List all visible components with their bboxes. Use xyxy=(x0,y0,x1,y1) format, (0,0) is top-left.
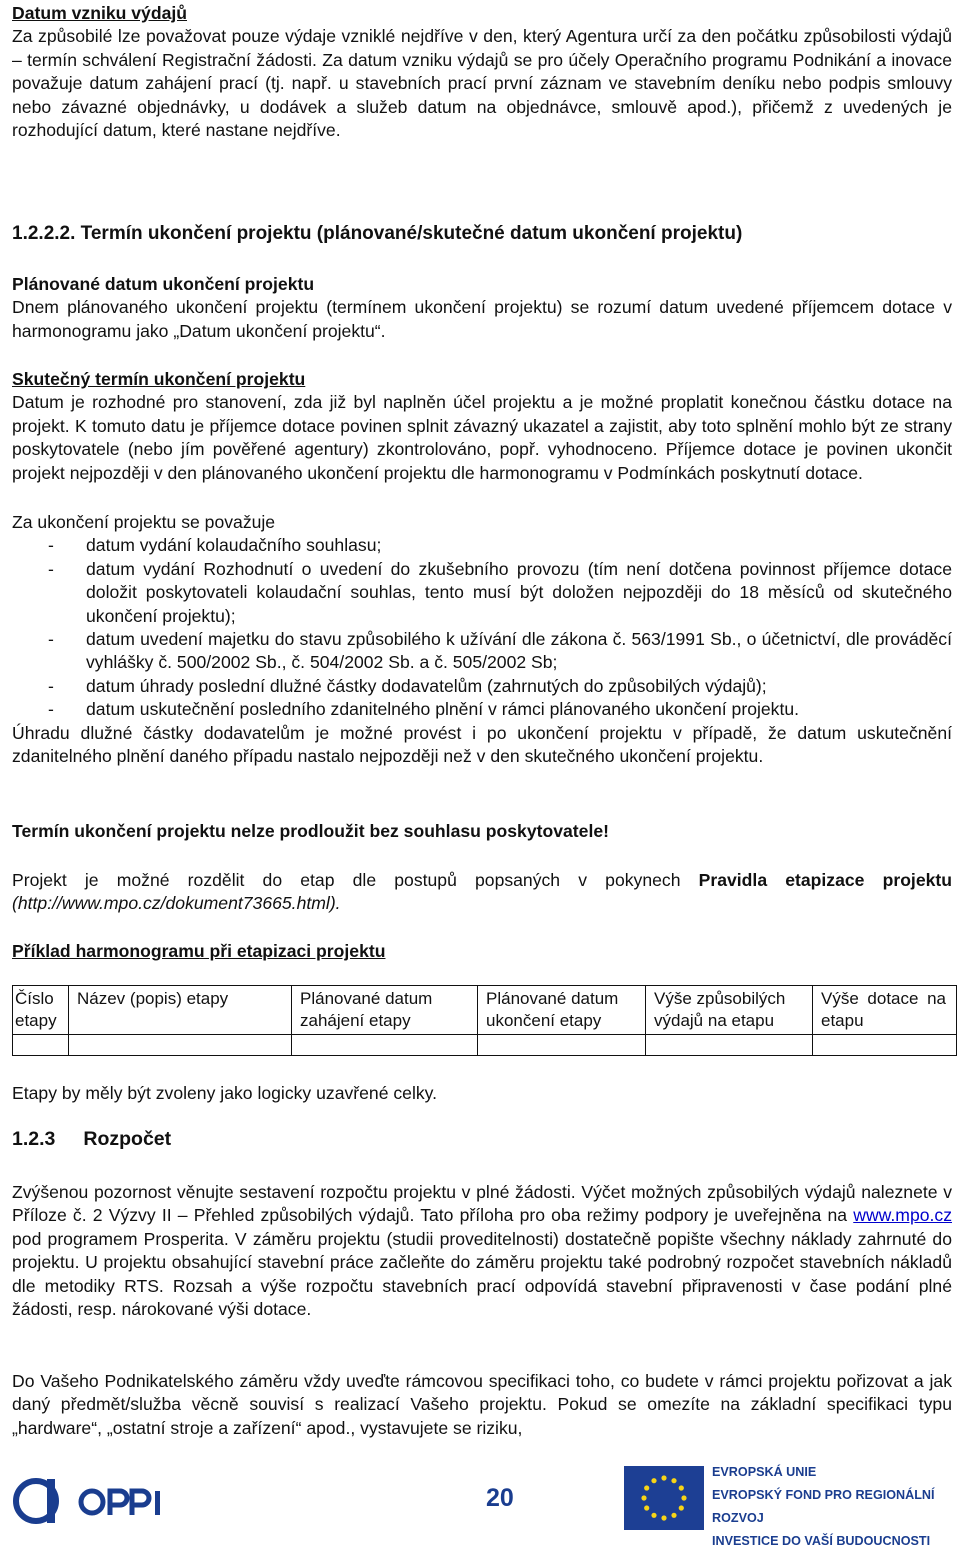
table-header-row xyxy=(13,986,957,1035)
table-header-cell: Plánované datum ukončení etapy xyxy=(478,986,646,1035)
table-cell xyxy=(292,1035,478,1056)
paragraph-skutecny-termin: Datum je rozhodné pro stanovení, zda již byl naplněn účel projektu a je možné proplatit konečnou částku dotace na projekt. K tomuto datu je příjemce dotace povinen splnit závazný ukazatel a zajistit, aby toto splnění mohlo být ze strany poskytovatele (nebo jím pověřené agentury) zkontrolováno, popř. vyhodnoceno. Příjemce dotace je povinen ukončit projekt nejpozději v den plánovaného ukončení projektu dle harmonogramu v Podmínkách poskytnutí dotace. xyxy=(12,392,952,483)
notice-no-extension: Termín ukončení projektu nelze prodloužit bez souhlasu poskytovatele! xyxy=(12,821,609,841)
page-number: 20 xyxy=(486,1484,514,1512)
section-heading-termin-ukonceni xyxy=(12,222,952,245)
table-header-cell: Plánované datum zahájení etapy xyxy=(292,986,478,1035)
section-title: Rozpočet xyxy=(83,1128,172,1150)
heading-planovane-datum: Plánované datum ukončení projektu xyxy=(12,274,315,294)
oppi-logo xyxy=(12,1473,172,1529)
section-heading-rozpocet xyxy=(12,1128,171,1151)
section-datum-vzniku xyxy=(12,2,952,142)
page-footer xyxy=(0,1455,960,1548)
heading-datum-vzniku: Datum vzniku výdajů xyxy=(12,3,188,23)
list-item: - datum vydání Rozhodnutí o uvedení do zkušebního provozu (tím není dotčena povinnost příjemce dotace doložit poskytovateli kolaudační souhlas, tento musí být doložen nejpozději do 18 měsíců od skutečného ukončení projektu); xyxy=(48,558,952,626)
list-item: - datum úhrady poslední dlužné částky dodavatelům (zahrnutých do způsobilých výdajů); xyxy=(48,675,767,696)
table-cell xyxy=(69,1035,292,1056)
paragraph-etapy-uzavrene: Etapy by měly být zvoleny jako logicky uzavřené celky. xyxy=(12,1083,438,1103)
section-skutecny-termin xyxy=(12,368,952,485)
mpo-link[interactable]: www.mpo.cz xyxy=(853,1205,952,1226)
section-number: 1.2.3 xyxy=(12,1128,56,1150)
eu-flag-icon xyxy=(624,1466,704,1530)
paragraph-planovane-datum: Dnem plánovaného ukončení projektu (termínem ukončení projektu) se rozumí datum uvedené příjemcem dotace v harmonogramu jako „Datum ukončení projektu“. xyxy=(12,297,952,341)
table-header-cell: Číslo etapy xyxy=(13,986,69,1035)
section-title: Termín ukončení projektu (plánované/skutečné datum ukončení projektu) xyxy=(80,223,743,244)
table-header-cell: Výše způsobilých výdajů na etapu xyxy=(646,986,813,1035)
table-cell xyxy=(13,1035,69,1056)
heading-priklad-harmonogramu: Příklad harmonogramu při etapizaci projektu xyxy=(12,941,386,961)
section-number: 1.2.2.2. xyxy=(12,223,76,244)
table-row xyxy=(13,1035,957,1056)
section-za-ukonceni xyxy=(12,511,952,768)
list-item: - datum uvedení majetku do stavu způsobilého k užívání dle zákona č. 563/1991 Sb., o účetnictví, dle prováděcí vyhlášky č. 500/2002 Sb., č. 504/2002 Sb. a č. 505/2002 Sb; xyxy=(48,629,952,673)
end-criteria-list xyxy=(12,534,952,721)
list-intro: Za ukončení projektu se považuje xyxy=(12,512,276,532)
heading-skutecny-termin: Skutečný termín ukončení projektu xyxy=(12,369,306,389)
eu-fund-label: EVROPSKÁ UNIE EVROPSKÝ FOND PRO REGIONÁLNÍ ROZVOJ INVESTICE DO VAŠÍ BUDOUCNOSTI xyxy=(712,1465,935,1548)
list-item: - datum vydání kolaudačního souhlasu; xyxy=(48,535,382,556)
table-cell xyxy=(813,1035,957,1056)
paragraph-podnikatelsky-zamer: Do Vašeho Podnikatelského záměru vždy uveďte rámcovou specifikaci toho, co budete v rámci projektu pořizovat a jak daný předmět/služba věcně souvisí s realizací Vašeho projektu. Pokud se omezíte na základní specifikaci typu „hardware“, „ostatní stroje a zařízení“ apod., vystavujete se riziku, xyxy=(12,1371,952,1438)
list-item: - datum uskutečnění posledního zdanitelného plnění v rámci plánovaného ukončení projektu. xyxy=(48,699,800,720)
section-planovane-datum xyxy=(12,273,952,343)
table-cell xyxy=(646,1035,813,1056)
paragraph-uhrada: Úhradu dlužné částky dodavatelům je možné provést i po ukončení projektu v případě, že datum uskutečnění zdanitelného plnění daného případu nastalo nejpozději než v den skutečného ukončení projektu. xyxy=(12,722,952,767)
table-header-cell: Název (popis) etapy xyxy=(69,986,292,1035)
paragraph-rozpocet: Zvýšenou pozornost věnujte sestavení rozpočtu projektu v plné žádosti. Výčet možných způsobilých výdajů naleznete v Příloze č. 2 Výzvy II – Přehled způsobilých výdajů. Tato příloha pro oba režimy podpory je uveřejněna na www.mpo.cz pod programem Prosperita. V záměru projektu (studii proveditelnosti) dostatečně popište všechny náklady zahrnuté do projektu. U projektu obsahující stavební práce začleňte do záměru projektu také podrobný rozpočet stavebních nákladů dle metodiky RTS. Rozsah a výše rozpočtu stavebních prací odpovídá stavební připravenosti v čase podání plné žádosti, resp. nárokované výši dotace. xyxy=(12,1182,952,1320)
paragraph-etapy: Projekt je možné rozdělit do etap dle postupů popsaných v pokynech Pravidla etapizace projektu (http://www.mpo.cz/dokument73665.html). xyxy=(12,870,953,914)
rule-link-label: Pravidla etapizace projektu xyxy=(698,870,953,890)
table-header-cell: Výše dotace na etapu xyxy=(813,986,957,1035)
table-cell xyxy=(478,1035,646,1056)
rule-url: (http://www.mpo.cz/dokument73665.html). xyxy=(12,893,341,914)
paragraph-datum-vzniku: Za způsobilé lze považovat pouze výdaje vzniklé nejdříve v den, který Agentura určí za den počátku způsobilosti výdajů – termín schválení Registrační žádosti. Za datum vzniku výdajů se pro účely Operačního programu Podnikání a inovace považuje datum zahájení prací (tj. např. u stavebních prací první záznam ve stavebním deníku nebo podpis smlouvy nebo závazné objednávky, u dodávek a služeb datum na objednávce, smlouvě apod.), přičemž z uvedených je rozhodující datum, které nastane nejdříve. xyxy=(12,26,952,141)
schedule-table xyxy=(12,985,957,1056)
